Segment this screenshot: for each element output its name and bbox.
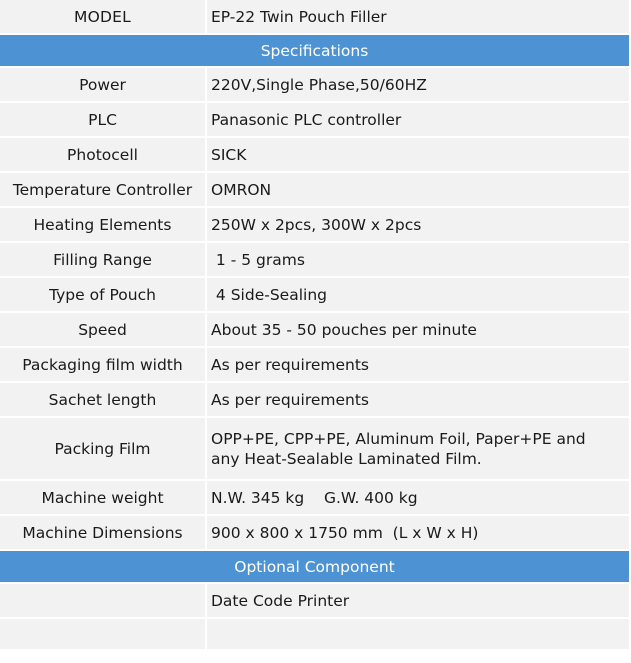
table-row bbox=[0, 138, 631, 173]
spec-value: 1 - 5 grams bbox=[207, 243, 631, 278]
spec-label: Temperature Controller bbox=[0, 173, 207, 208]
table-row bbox=[0, 516, 631, 551]
spec-value: As per requirements bbox=[207, 348, 631, 383]
table-row bbox=[0, 243, 631, 278]
optional-value: Date Code Printer bbox=[207, 584, 631, 619]
specifications-section-row bbox=[0, 35, 631, 68]
spec-label: PLC bbox=[0, 103, 207, 138]
spec-label: Speed bbox=[0, 313, 207, 348]
table-row bbox=[0, 278, 631, 313]
spec-value: 900 x 800 x 1750 mm (L x W x H) bbox=[207, 516, 631, 551]
spec-label: Packaging film width bbox=[0, 348, 207, 383]
spec-value: SICK bbox=[207, 138, 631, 173]
optional-section-row bbox=[0, 551, 631, 584]
spec-value: About 35 - 50 pouches per minute bbox=[207, 313, 631, 348]
spec-label: Filling Range bbox=[0, 243, 207, 278]
specifications-heading: Specifications bbox=[0, 35, 631, 68]
spec-value: N.W. 345 kg G.W. 400 kg bbox=[207, 481, 631, 516]
spec-value: 4 Side-Sealing bbox=[207, 278, 631, 313]
optional-label bbox=[0, 619, 207, 651]
model-value: EP-22 Twin Pouch Filler bbox=[207, 0, 631, 35]
spec-value: OPP+PE, CPP+PE, Aluminum Foil, Paper+PE and any Heat-Sealable Laminated Film. bbox=[207, 418, 631, 481]
model-label: MODEL bbox=[0, 0, 207, 35]
table-row bbox=[0, 68, 631, 103]
table-row bbox=[0, 208, 631, 243]
optional-value bbox=[207, 619, 631, 651]
spec-label: Power bbox=[0, 68, 207, 103]
spec-value: As per requirements bbox=[207, 383, 631, 418]
table-row bbox=[0, 173, 631, 208]
spec-label: Packing Film bbox=[0, 418, 207, 481]
spec-label: Machine weight bbox=[0, 481, 207, 516]
spec-label: Heating Elements bbox=[0, 208, 207, 243]
table-row bbox=[0, 383, 631, 418]
table-row bbox=[0, 481, 631, 516]
spec-value: 220V,Single Phase,50/60HZ bbox=[207, 68, 631, 103]
spec-value: 250W x 2pcs, 300W x 2pcs bbox=[207, 208, 631, 243]
table-row bbox=[0, 313, 631, 348]
table-row bbox=[0, 103, 631, 138]
optional-label bbox=[0, 584, 207, 619]
table-row bbox=[0, 619, 631, 651]
table-row bbox=[0, 348, 631, 383]
spec-value: Panasonic PLC controller bbox=[207, 103, 631, 138]
optional-heading: Optional Component bbox=[0, 551, 631, 584]
spec-label: Photocell bbox=[0, 138, 207, 173]
spec-label: Type of Pouch bbox=[0, 278, 207, 313]
spec-label: Machine Dimensions bbox=[0, 516, 207, 551]
table-row bbox=[0, 418, 631, 481]
spec-label: Sachet length bbox=[0, 383, 207, 418]
spec-value: OMRON bbox=[207, 173, 631, 208]
model-row bbox=[0, 0, 631, 35]
table-row bbox=[0, 584, 631, 619]
